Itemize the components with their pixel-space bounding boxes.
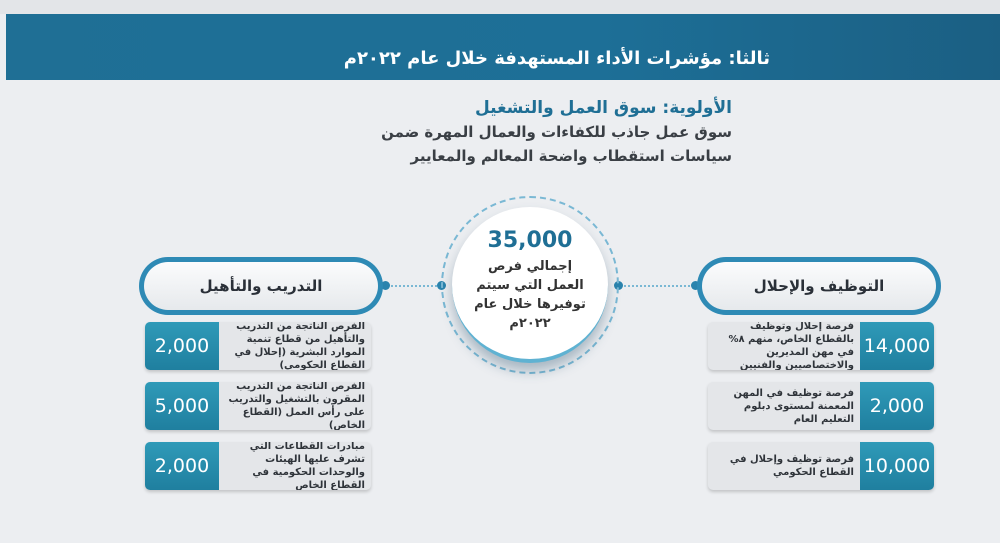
- training-card-text: الفرص الناتجة من التدريب والتأهيل من قطاع تنمية الموارد البشرية (إحلال في القطاع الحكومي): [234, 322, 365, 370]
- priority-line-1: سوق عمل جاذب للكفاءات والعمال المهرة ضمن: [381, 123, 732, 141]
- training-card-text: مبادرات القطاعات التي تشرف عليها الهيئات والوحدات الحكومية في القطاع الخاص: [249, 442, 365, 490]
- priority-block: [312, 96, 732, 168]
- employment-pill: [697, 257, 941, 315]
- training-pill: [139, 257, 383, 315]
- employment-card-text: فرصة توظيف في المهن المعمنة لمستوى دبلوم التعليم العام: [733, 387, 854, 425]
- total-jobs-value: 35,000: [487, 227, 573, 253]
- employment-title: التوظيف والإحلال: [702, 262, 936, 310]
- employment-card-value: 10,000: [860, 442, 934, 490]
- training-title: التدريب والتأهيل: [144, 262, 378, 310]
- priority-title: الأولوية: سوق العمل والتشغيل: [474, 98, 732, 118]
- training-card-value: 2,000: [145, 322, 219, 370]
- training-card-2: [145, 382, 371, 430]
- employment-card-3: [708, 442, 934, 490]
- left-connector: [384, 285, 444, 287]
- priority-line-2: سياسات استقطاب واضحة المعالم والمعايير: [410, 147, 732, 165]
- training-card-text: الفرص الناتجة من التدريب المقرون بالتشغيل والتدريب على رأس العمل (القطاع الخاص): [228, 382, 365, 430]
- section-title: ثالثا: مؤشرات الأداء المستهدفة خلال عام ٢٠٢٢م: [343, 48, 770, 69]
- employment-card-value: 14,000: [860, 322, 934, 370]
- training-card-3: [145, 442, 371, 490]
- employment-card-1: [708, 322, 934, 370]
- employment-card-value: 2,000: [860, 382, 934, 430]
- right-connector: [617, 285, 697, 287]
- training-card-value: 2,000: [145, 442, 219, 490]
- section-header: [6, 14, 1000, 80]
- training-card-value: 5,000: [145, 382, 219, 430]
- total-jobs-label: إجمالي فرص العمل التي سيتم توفيرها خلال عام ٢٠٢٢م: [474, 258, 586, 331]
- training-card-1: [145, 322, 371, 370]
- employment-card-2: [708, 382, 934, 430]
- top-strip: [0, 0, 1000, 14]
- employment-card-text: فرصة توظيف وإحلال في القطاع الحكومي: [729, 454, 854, 478]
- total-jobs-circle: [452, 207, 608, 363]
- employment-card-text: فرصة إحلال وتوظيف بالقطاع الخاص، منهم ٨% في مهن المديرين والاختصاصيين والفنيين: [728, 322, 854, 370]
